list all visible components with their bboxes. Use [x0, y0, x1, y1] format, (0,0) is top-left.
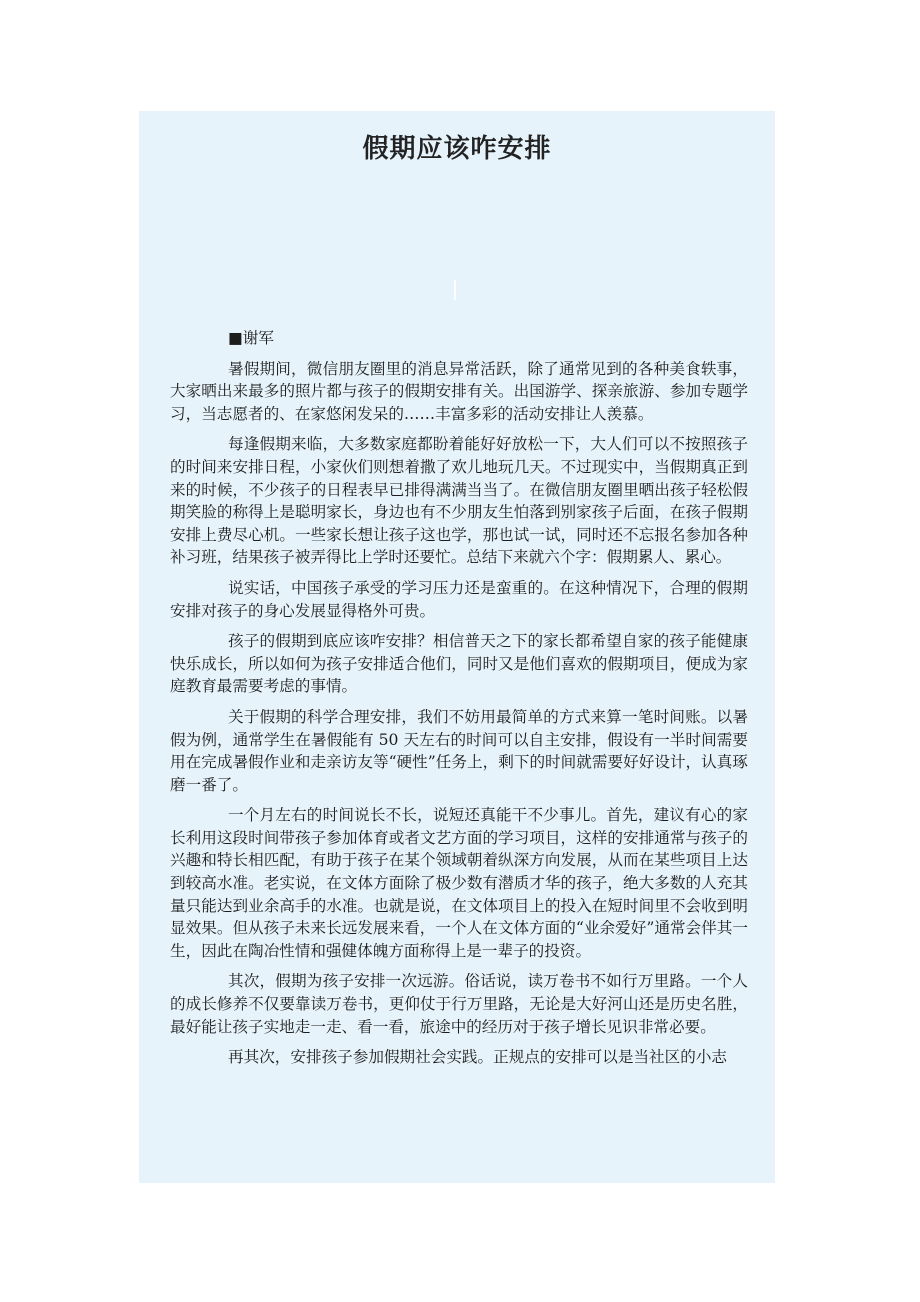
paragraph-2: 每逢假期来临，大多数家庭都盼着能好好放松一下，大人们可以不按照孩子的时间来安排日程，小家伙们则想着撒了欢儿地玩几天。不过现实中，当假期真正到来的时候，不少孩子的日程表早已排得满满当当了。在微信朋友圈里晒出孩子轻松假期笑脸的称得上是聪明家长，身边也有不少朋友生怕落到别家孩子后面，在孩子假期安排上费尽心机。一些家长想让孩子这也学，那也试一试，同时还不忘报名参加各种补习班，结果孩子被弄得比上学时还要忙。总结下来就六个字：假期累人、累心。	[170, 435, 748, 567]
paragraph-3: 说实话，中国孩子承受的学习压力还是蛮重的。在这种情况下，合理的假期安排对孩子的身心发展显得格外可贵。	[170, 578, 748, 620]
paragraph-8: 再其次，安排孩子参加假期社会实践。正规点的安排可以是当社区的小志	[228, 1048, 728, 1067]
article-title: 假期应该咋安排	[362, 134, 552, 164]
paragraph-4: 孩子的假期到底应该咋安排？相信普天之下的家长都希望自家的孩子能健康快乐成长，所以如何为孩子安排适合他们，同时又是他们喜欢的假期项目，便成为家庭教育最需要考虑的事情。	[170, 632, 748, 696]
author-byline: ■谢军	[228, 329, 274, 347]
faint-image-placeholder	[454, 280, 456, 300]
paragraph-6: 一个月左右的时间说长不长，说短还真能干不少事儿。首先，建议有心的家长利用这段时间带孩子参加体育或者文艺方面的学习项目，这样的安排通常与孩子的兴趣和特长相匹配，有助于孩子在某个领域朝着纵深方向发展，从而在某些项目上达到较高水准。老实说，在文体方面除了极少数有潜质才华的孩子，绝大多数的人充其量只能达到业余高手的水准。也就是说，在文体项目上的投入在短时间里不会收到明显效果。但从孩子未来长远发展来看，一个人在文体方面的“业余爱好”通常会伴其一生，因此在陶冶性情和强健体魄方面称得上是一辈子的投资。	[170, 806, 748, 960]
paragraph-5: 关于假期的科学合理安排，我们不妨用最简单的方式来算一笔时间账。以暑假为例，通常学生在暑假能有 50 天左右的时间可以自主安排，假设有一半时间需要用在完成暑假作业和走亲访友等“硬性”任务上，剩下的时间就需要好好设计，认真琢磨一番了。	[170, 707, 748, 794]
article-panel	[139, 111, 775, 1183]
article-body	[170, 327, 748, 1077]
paragraph-1: 暑假期间，微信朋友圈里的消息异常活跃，除了通常见到的各种美食轶事，大家晒出来最多的照片都与孩子的假期安排有关。出国游学、探亲旅游、参加专题学习，当志愿者的、在家悠闲发呆的……丰富多彩的活动安排让人羡慕。	[170, 359, 748, 423]
paragraph-7: 其次，假期为孩子安排一次远游。俗话说，读万卷书不如行万里路。一个人的成长修养不仅要靠读万卷书，更仰仗于行万里路，无论是大好河山还是历史名胜，最好能让孩子实地走一走、看一看，旅途中的经历对于孩子增长见识非常必要。	[170, 972, 748, 1036]
